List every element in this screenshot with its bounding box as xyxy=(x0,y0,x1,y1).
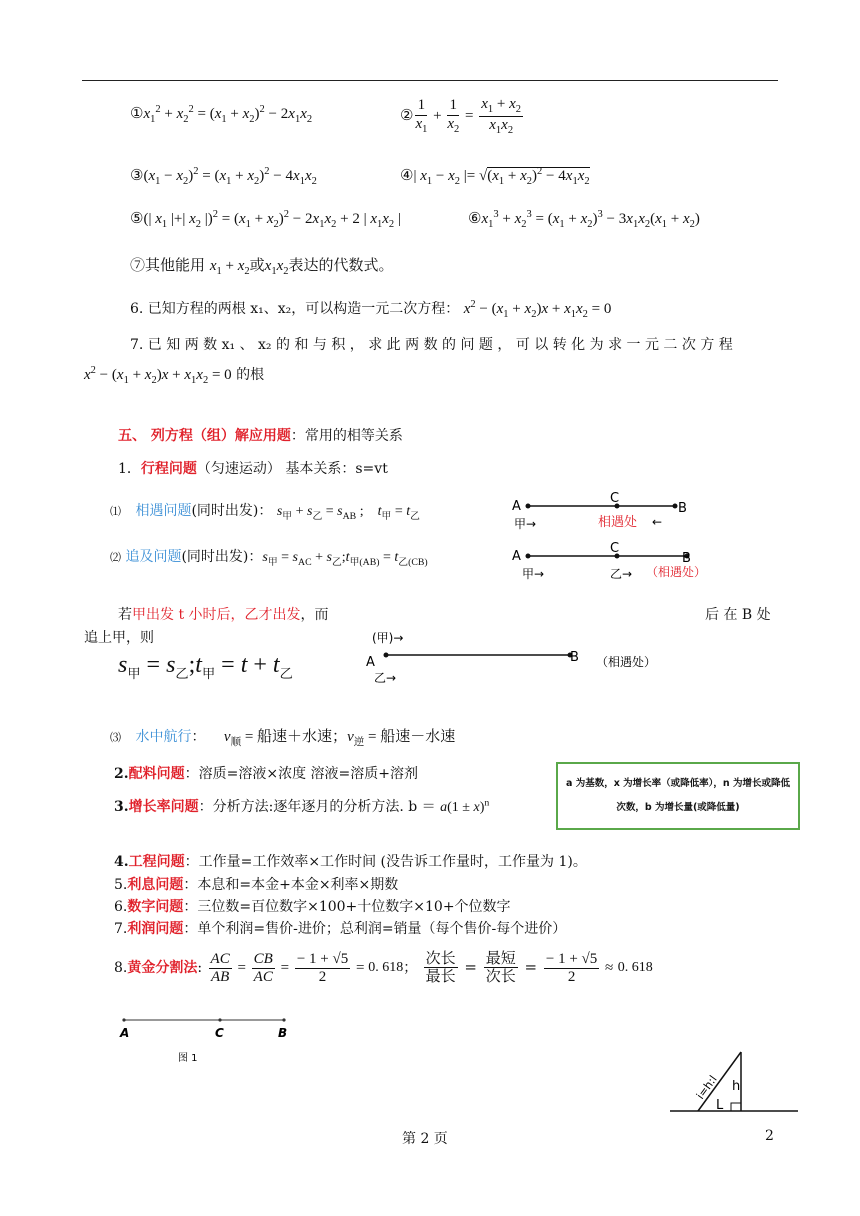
slope-ratio: i=h:l xyxy=(693,1073,720,1102)
meeting-diagram xyxy=(510,488,720,532)
formula-5: ⑤(| $x_1$ |+| $x_2$ $|)^2 = (x_1 + x_2)^2 - 2x_1x_2 + 2$ | $x_1x_2$ | xyxy=(130,209,401,230)
problem-4: 4.工程问题：工作量=工作效率×工作时间 (没告诉工作量时，工作量为 1)。 xyxy=(114,854,587,870)
item-6: 6. 已知方程的两根 x₁、x₂，可以构造一元二次方程： $x^2 - (x_1 + x_2)x + x_1x_2 = 0$ xyxy=(130,299,612,320)
chase-yi: 乙→ xyxy=(610,567,633,581)
item-7-line1: 7. 已 知 两 数 x₁ 、 x₂ 的 和 与 积 ， 求 此 两 数 的 问 题 ， 可 以 转 化 为 求 一 元 二 次 方 程 xyxy=(130,337,733,353)
late-A: A xyxy=(366,655,375,670)
late-B: B xyxy=(570,650,579,665)
late-start-line2: 追上甲，则 xyxy=(84,630,154,646)
footer-page-number: 2 xyxy=(765,1128,774,1144)
meet-arrow: ← xyxy=(652,515,663,529)
fig1-A: A xyxy=(120,1026,130,1040)
chase-diagram xyxy=(510,538,730,582)
formula-7: ⑦其他能用 $x_1 + x_2$或$x_1x_2$表达的代数式。 xyxy=(130,256,394,277)
late-place: （相遇处） xyxy=(596,655,657,669)
problem-1: 1．行程问题（匀速运动） 基本关系：s=vt xyxy=(118,461,388,477)
late-start-right: 后 在 B 处 xyxy=(705,607,771,623)
problem-2: 2.配料问题：溶质=溶液×浓度 溶液=溶质+溶剂 xyxy=(114,766,418,782)
meet-C: C xyxy=(610,491,620,506)
problem-8: 8.黄金分割法: $\frac{AC}{AB}$ = $\frac{CB}{AC}$ = $\frac{- 1 + √5}{2}$ = 0. 618； $\frac{\text{次长}}{\text{最长}}$ = $\frac{\text{最短}}{\text{次长}}$ = $\frac{- 1 + √5}{2}$ ≈ 0. 618 xyxy=(114,949,653,986)
chase-B: B xyxy=(682,551,691,566)
header-rule xyxy=(82,80,778,81)
meet-B: B xyxy=(678,501,687,516)
formula-2: ② $\frac{1}{x_1}$ + $\frac{1}{x_2}$ = $\frac{x_1 + x_2}{x_1x_2}$ xyxy=(400,96,522,137)
problem-1-2: ⑵ 追及问题(同时出发)：$s_甲 = s_{AC}$ + $s_乙;t_{甲(AB)} = t_{乙(CB)}$ xyxy=(110,549,428,568)
formula-3: $③(x_1 - x_2)^2 = (x_1 + x_2)^2 - 4x_1x_2$ xyxy=(130,166,317,187)
chase-jia: 甲→ xyxy=(522,567,545,581)
problem-7: 7.利润问题：单个利润=售价-进价；总利润=销量（每个售价-每个进价） xyxy=(114,921,567,937)
meet-place: 相遇处 xyxy=(598,515,638,530)
problem-3: 3.增长率问题：分析方法:逐年逐月的分析方法. $b = a(1 \pm x)^n$ xyxy=(114,797,490,815)
fig1-B: B xyxy=(278,1026,288,1040)
late-start-diagram xyxy=(360,626,680,690)
late-start-formula: $s_甲$ = $s_乙;t_甲 = t + t_乙$ xyxy=(118,652,293,681)
chase-A: A xyxy=(512,549,521,564)
formula-6: $⑥x_1^3 + x_2^3 = (x_1 + x_2)^3 - 3x_1x_2(x_1 + x_2)$ xyxy=(468,209,700,230)
problem-1-1: ⑴ 相遇问题(同时出发)： $s_甲 + s_乙 = s_{AB}$ ; $t_甲 = t_乙$ xyxy=(110,503,420,522)
item-7-line2: $x^2 - (x_1 + x_2)x + x_1x_2 = 0$ 的根 xyxy=(84,365,265,386)
formula-1: $①x_1^2 + x_2^2 = (x_1 + x_2)^2 - 2x_1x_2$ xyxy=(130,104,313,125)
section-5-title: 五、 列方程（组）解应用题：常用的相等关系 xyxy=(118,428,403,444)
late-jia: (甲)→ xyxy=(372,631,404,645)
late-start-line1: 若甲出发 t 小时后，乙才出发，而 xyxy=(118,607,329,623)
fig1-C: C xyxy=(215,1026,224,1040)
growth-note-box: a 为基数，x 为增长率（或降低率），n 为增长或降低次数，b 为增长量(或降低量) xyxy=(556,762,800,830)
formula-4: ④| $x_1 - x_2$ |= $√(x_1 + x_2)^2 - 4x_1x_2$ xyxy=(400,166,590,187)
problem-6: 6.数字问题：三位数=百位数字×100+十位数字×10+个位数字 xyxy=(114,899,511,915)
slope-L: L xyxy=(716,1098,724,1113)
meet-A: A xyxy=(512,499,521,514)
late-yi: 乙→ xyxy=(374,671,397,685)
figure-1 xyxy=(112,1012,312,1072)
chase-C: C xyxy=(610,541,620,556)
fig1-caption: 图 1 xyxy=(178,1053,198,1064)
problem-5: 5.利息问题：本息和=本金+本金×利率×期数 xyxy=(114,877,399,893)
slope-figure xyxy=(670,1050,805,1116)
chase-place: （相遇处） xyxy=(646,565,707,579)
footer-page-label: 第 2 页 xyxy=(402,1131,448,1147)
meet-jia: 甲→ xyxy=(514,517,537,531)
problem-1-3: ⑶ 水中航行： $v_顺$ = 船速＋水速；$v_逆$ = 船速－水速 xyxy=(110,727,456,748)
slope-h: h xyxy=(732,1079,741,1094)
